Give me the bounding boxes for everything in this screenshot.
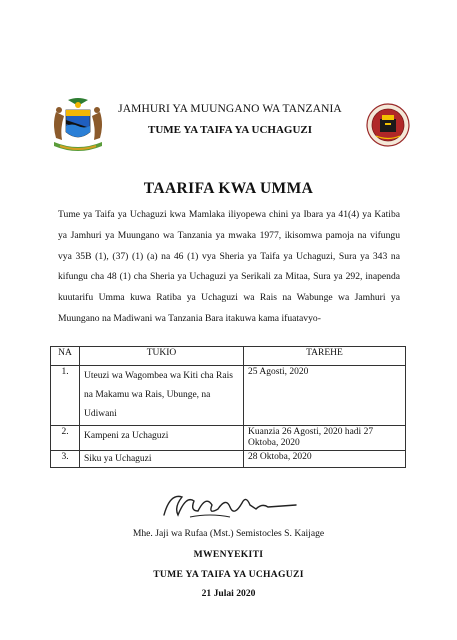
document-title: TAARIFA KWA UMMA bbox=[143, 180, 314, 197]
nec-seal-logo bbox=[366, 103, 410, 147]
header-commission: TUME YA TAIFA YA UCHAGUZI bbox=[147, 124, 313, 136]
coat-of-arms-logo bbox=[48, 98, 108, 156]
table-row bbox=[51, 366, 406, 426]
table-row bbox=[51, 451, 406, 468]
header-tukio: TUKIO bbox=[80, 347, 244, 366]
handwritten-signature bbox=[160, 487, 300, 523]
header-tarehe: TAREHE bbox=[244, 347, 406, 366]
row-date: Kuanzia 26 Agosti, 2020 hadi 27 Oktoba, 2020 bbox=[244, 426, 406, 451]
row-number: 1. bbox=[51, 366, 80, 426]
table-header-row bbox=[51, 347, 406, 366]
row-event: Uteuzi wa Wagombea wa Kiti cha Rais na Makamu wa Rais, Ubunge, na Udiwani bbox=[80, 366, 244, 426]
row-number: 3. bbox=[51, 451, 80, 468]
row-event: Kampeni za Uchaguzi bbox=[80, 426, 244, 451]
table-row bbox=[51, 426, 406, 451]
signatory-organization: TUME YA TAIFA YA UCHAGUZI bbox=[153, 569, 304, 580]
schedule-table bbox=[50, 346, 406, 468]
row-number: 2. bbox=[51, 426, 80, 451]
signatory-name: Mhe. Jaji wa Rufaa (Mst.) Semistocles S. Kaijage bbox=[132, 528, 325, 539]
row-date: 28 Oktoba, 2020 bbox=[244, 451, 406, 468]
document-date: 21 Julai 2020 bbox=[201, 588, 256, 599]
row-event: Siku ya Uchaguzi bbox=[80, 451, 244, 468]
signatory-position: MWENYEKITI bbox=[193, 549, 264, 560]
header-na: NA bbox=[51, 347, 80, 366]
row-date: 25 Agosti, 2020 bbox=[244, 366, 406, 426]
body-paragraph: Tume ya Taifa ya Uchaguzi kwa Mamlaka iliyopewa chini ya Ibara ya 41(4) ya Katiba ya Jamhuri ya Muungano wa Tanzania ya mwaka 1977, ikisomwa pamoja na vifungu vya 35B (1), (37) (1) (a) na 46 (1) vya Sheria ya Taifa ya Uchaguzi, Sura ya 343 na kifungu cha 48 (1) cha Sheria ya Uchaguzi ya Serikali za Mitaa, Sura ya 292, inapenda kuutarifu Umma kuwa Ratiba ya Uchaguzi wa Rais na Wabunge wa Jamhuri ya Muungano na Madiwani wa Tanzania Bara itakuwa kama ifuatavyo- bbox=[58, 209, 400, 324]
header-country: JAMHURI YA MUUNGANO WA TANZANIA bbox=[118, 103, 342, 115]
